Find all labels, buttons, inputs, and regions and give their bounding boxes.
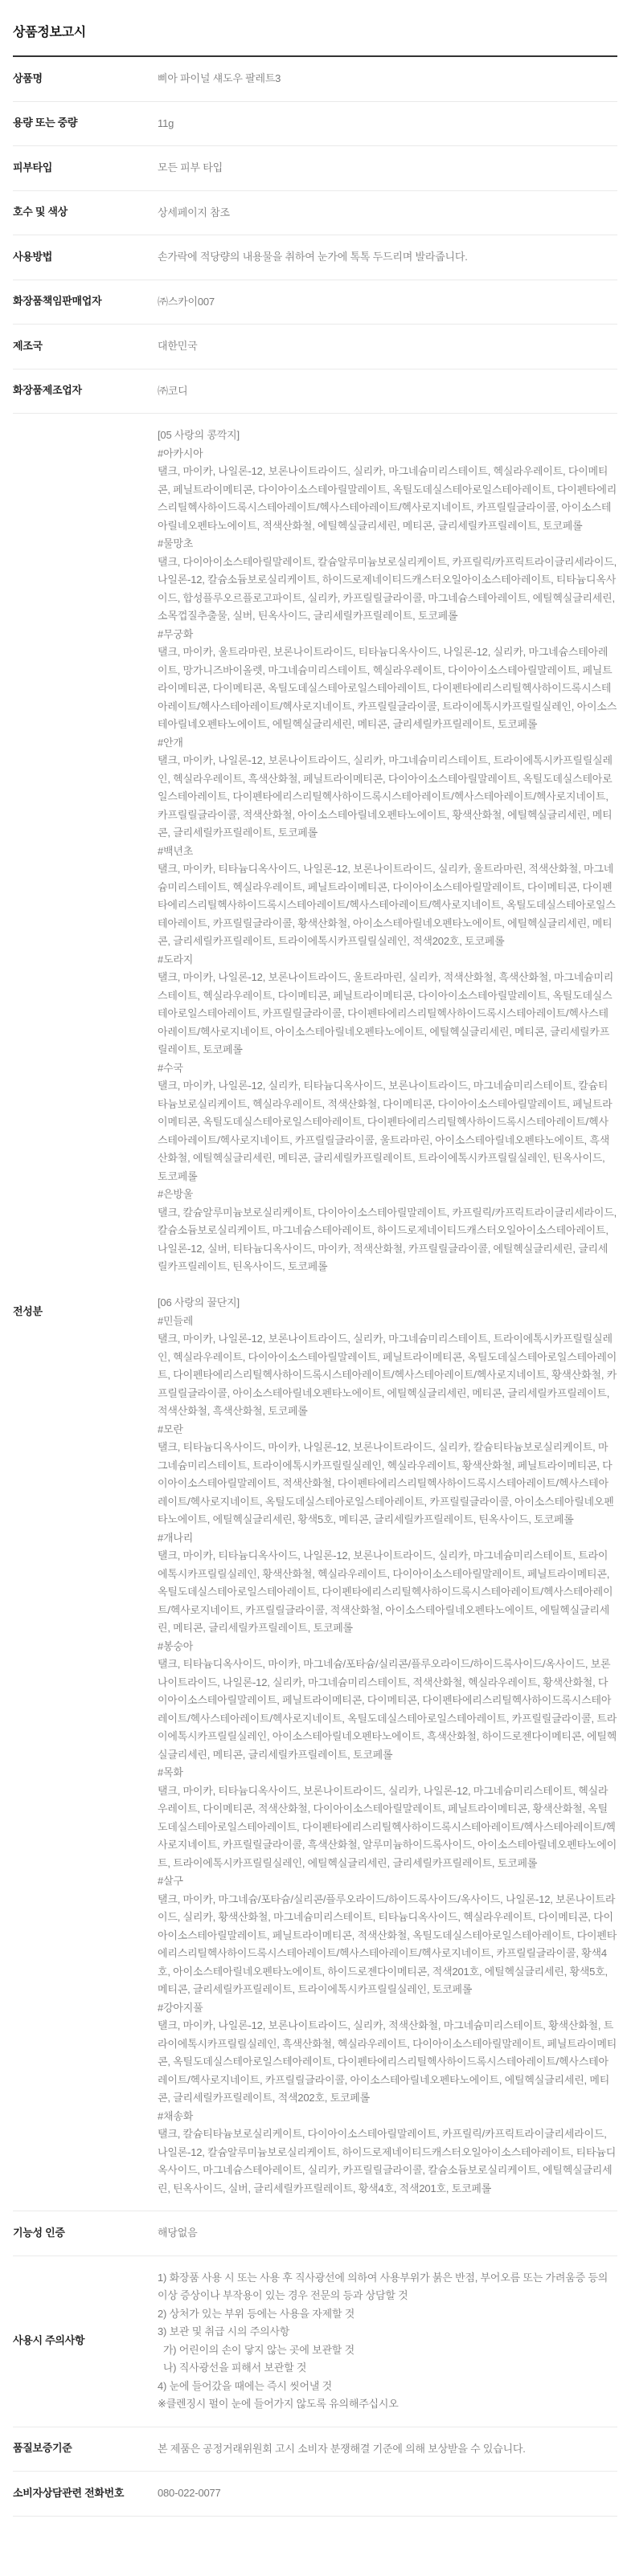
value-line: 탤크, 티타늄디옥사이드, 마이카, 마그네슘/포타슘/실리콘/플루오라이드/하이드록사이드/옥사이드, 보론나이트라이드, 나일론-12, 실리카, 마그네슘미리스테이트, 적색산화철, 헥실라우레이트, 황색산화철, 다이아이소스테아릴말레이트, 페닐트라이메티콘, 다이메티콘, 다이펜타에리스리틸헥사하이드록시스테아레이트/헥사스테아레이트/헥사로지네이트, 옥틸도데실스테아로일스테아레이트, 카프릴릴글라이콜, 트라이에톡시카프릴릴실레인, 아이소스테아릴네오펜타노에이트, 흑색산화철, 하이드로젠다이메티콘, 에틸헥실글리세린, 메티콘, 글리세릴카프릴레이트, 토코페롤 — [158, 1658, 617, 1761]
table-row — [13, 369, 617, 414]
table-row — [13, 280, 617, 325]
table-row — [13, 57, 617, 102]
value-line: 탤크, 마이카, 티타늄디옥사이드, 나일론-12, 보론나이트라이드, 실리카, 마그네슘미리스테이트, 트라이에톡시카프릴릴실레인, 황색산화철, 헥실라우레이트, 다이아이소스테아릴말레이트, 페닐트라이메티콘, 옥틸도데실스테아로일스테아레이트, 다이펜타에리스리틸헥사하이드록시스테아레이트/헥사스테아레이트/헥사로지네이트, 카프릴릴글라이콜, 적색산화철, 아이소스테아릴네오펜타노에이트, 에틸헥실글리세린, 메티콘, 글리세릴카프릴레이트, 토코페롤 — [158, 1549, 613, 1634]
row-label: 전성분 — [13, 1305, 43, 1318]
value-line: 탤크, 마이카, 울트라마린, 보론나이트라이드, 티타늄디옥사이드, 나일론-12, 실리카, 마그네슘스테아레이트, 망가니즈바이올렛, 마그네슘미리스테이트, 헥실라우레이트, 다이아이소스테아릴말레이트, 페닐트라이메티콘, 다이메티콘, 옥틸도데실스테아로일스테아레이트, 다이펜타에리스리틸헥사하이드록시스테아레이트/헥사스테아레이트/헥사로지네이트, 카프릴릴글라이콜, 트라이에톡시카프릴릴실레인, 아이소스테아릴네오펜타노에이트, 에틸헥실글리세린, 메티콘, 글리세릴카프릴레이트, 토코페롤 — [158, 646, 617, 730]
value-line: #살구 — [158, 1875, 183, 1887]
value-line: 탤크, 마이카, 나일론-12, 보론나이트라이드, 실리카, 마그네슘미리스테이트, 트라이에톡시카프릴릴실레인, 헥실라우레이트, 흑색산화철, 페닐트라이메티콘, 다이아이소스테아릴말레이트, 옥틸도데실스테아로일스테아레이트, 다이펜타에리스리틸헥사하이드록시스테아레이트/헥사스테아레이트/헥사로지네이트, 카프릴릴글라이콜, 적색산화철, 아이소스테아릴네오펜타노에이트, 황색산화철, 에틸헥실글리세린, 메티콘, 글리세릴카프릴레이트, 토코페롤 — [158, 754, 613, 839]
value-line: 탤크, 마이카, 마그네슘/포타슘/실리콘/플루오라이드/하이드록사이드/옥사이드, 나일론-12, 보론나이트라이드, 실리카, 황색산화철, 마그네슘미리스테이트, 티타늄디옥사이드, 헥실라우레이트, 다이메티콘, 다이아이소스테아릴말레이트, 페닐트라이메티콘, 적색산화철, 옥틸도데실스테아로일스테아레이트, 다이펜타에리스리틸헥사하이드록시스테아레이트/헥사스테아레이트/헥사로지네이트, 카프릴릴글라이콜, 황색4호, 아이소스테아릴네오펜타노에이트, 하이드로젠다이메티콘, 적색201호, 에틸헥실글리세린, 황색5호, 메티콘, 글리세릴카프릴레이트, 트라이에톡시카프릴릴실레인, 토코페롤 — [158, 1892, 617, 1995]
value-line: 탤크, 칼슘알루미늄보로실리케이트, 다이아이소스테아릴말레이트, 카프릴릭/카프릭트라이글리세라이드, 칼슘소듐보로실리케이트, 마그네슘스테아레이트, 하이드로제네이티드캐스터오일아이소스테아레이트, 나일론-12, 실버, 티타늄디옥사이드, 마이카, 적색산화철, 카프릴릴글라이콜, 에틸헥실글리세린, 글리세릴카프릴레이트, 틴옥사이드, 토코페롤 — [158, 1206, 620, 1272]
value-line: 가) 어린이의 손이 닿지 않는 곳에 보관할 것 — [158, 2343, 354, 2356]
value-line: 나) 직사광선을 피해서 보관할 것 — [158, 2362, 307, 2374]
row-label: 소비자상담관련 전화번호 — [13, 2486, 125, 2499]
value-line: 탤크, 마이카, 나일론-12, 실리카, 티타늄디옥사이드, 보론나이트라이드, 마그네슘미리스테이트, 칼슘티타늄보로실리케이트, 헥실라우레이트, 적색산화철, 다이메티콘, 다이아이소스테아릴말레이트, 페닐트라이메티콘, 옥틸도데실스테아로일스테아레이트, 다이펜타에리스리틸헥사하이드록시스테아레이트/헥사스테아레이트/헥사로지네이트, 카프릴릴글라이콜, 울트라마린, 아이소스테아릴네오펜타노에이트, 흑색산화철, 에틸헥실글리세린, 메티콘, 글리세릴카프릴레이트, 트라이에톡시카프릴릴실레인, 틴옥사이드, 토코페롤 — [158, 1080, 613, 1182]
row-label: 품질보증기준 — [13, 2442, 72, 2455]
row-value: 삐아 파이널 섀도우 팔레트3 — [158, 72, 281, 84]
value-line: #강아지풀 — [158, 2001, 203, 2014]
table-row — [13, 414, 620, 2211]
row-value — [158, 427, 620, 2198]
row-value: 대한민국 — [158, 340, 198, 352]
row-value: 손가락에 적당량의 내용물을 취하여 눈가에 톡톡 두드리며 발라줍니다. — [158, 251, 468, 263]
row-value: 상세페이지 참조 — [158, 206, 230, 218]
value-line: 4) 눈에 들어갔을 때에는 즉시 씻어낼 것 — [158, 2379, 333, 2392]
value-line: 탤크, 마이카, 나일론-12, 보론나이트라이드, 울트라마린, 실리카, 적색산화철, 흑색산화철, 마그네슘미리스테이트, 헥실라우레이트, 다이메티콘, 페닐트라이메티콘, 다이아이소스테아릴말레이트, 옥틸도데실스테아로일스테아레이트, 카프릴릴글라이콜, 다이펜타에리스리틸헥사하이드록시스테아레이트/헥사스테아레이트/헥사로지네이트, 아이소스테아릴네오펜타노에이트, 에틸헥실글리세린, 메티콘, 글리세릴카프릴레이트, 토코페롤 — [158, 971, 614, 1055]
value-line: #목화 — [158, 1766, 183, 1778]
table-row — [13, 2211, 617, 2256]
value-line: #채송화 — [158, 2109, 194, 2122]
table-row — [13, 2256, 617, 2427]
info-table — [13, 55, 620, 2517]
table-row — [13, 2427, 617, 2472]
page-title: 상품정보고시 — [13, 26, 86, 39]
value-line: #은방울 — [158, 1188, 194, 1200]
row-label: 상품명 — [13, 71, 43, 84]
value-line: [06 사랑의 꿀단지] — [158, 1296, 240, 1308]
table-row — [13, 325, 617, 369]
value-line: #수국 — [158, 1061, 183, 1074]
value-line: 탤크, 티타늄디옥사이드, 마이카, 나일론-12, 보론나이트라이드, 실리카, 칼슘티타늄보로실리케이트, 마그네슘미리스테이트, 트라이에톡시카프릴릴실레인, 헥실라우레이트, 황색산화철, 페닐트라이메티콘, 다이아이소스테아릴말레이트, 적색산화철, 다이펜타에리스리틸헥사하이드록시스테아레이트/헥사스테아레이트/헥사로지네이트, 옥틸도데실스테아로일스테아레이트, 카프릴릴글라이콜, 아이소스테아릴네오펜타노에이트, 에틸헥실글리세린, 황색5호, 메티콘, 글리세릴카프릴레이트, 틴옥사이드, 토코페롤 — [158, 1441, 614, 1525]
row-label: 호수 및 색상 — [13, 206, 68, 218]
row-value: 본 제품은 공정거래위원회 고시 소비자 분쟁해결 기준에 의해 보상받을 수 있습니다. — [158, 2442, 526, 2455]
row-label: 피부타입 — [13, 161, 53, 174]
row-label: 기능성 인증 — [13, 2226, 65, 2239]
value-line: 탤크, 마이카, 나일론-12, 보론나이트라이드, 실리카, 마그네슘미리스테이트, 헥실라우레이트, 다이메티콘, 페닐트라이메티콘, 다이아이소스테아릴말레이트, 옥틸도데실스테아로일스테아레이트, 다이펜타에리스리틸헥사하이드록시스테아레이트/헥사스테아레이트/헥사로지네이트, 카프릴릴글라이콜, 아이소스테아릴네오펜타노에이트, 적색산화철, 에틸헥실글리세린, 메티콘, 글리세릴카프릴레이트, 토코페롤 — [158, 465, 617, 532]
table-row — [13, 2472, 617, 2517]
row-label: 용량 또는 중량 — [13, 116, 78, 129]
value-line — [158, 1276, 617, 1295]
row-value: 11g — [158, 116, 174, 129]
value-line: #봉숭아 — [158, 1639, 194, 1652]
value-line: #백년초 — [158, 844, 194, 857]
row-label: 사용시 주의사항 — [13, 2334, 85, 2347]
row-value: ㈜코디 — [158, 384, 188, 397]
value-line: [05 사랑의 콩깍지] — [158, 429, 240, 441]
row-label: 화장품책임판매업자 — [13, 295, 102, 308]
table-row — [13, 235, 617, 280]
row-value — [158, 2269, 617, 2414]
row-value: 모든 피부 타입 — [158, 161, 223, 174]
value-line: #모란 — [158, 1423, 183, 1435]
table-row — [13, 102, 617, 147]
value-line: 탤크, 칼슘티타늄보로실리케이트, 다이아이소스테아릴말레이트, 카프릴릭/카프릭트라이글리세라이드, 나일론-12, 칼슘알루미늄보로실리케이트, 하이드로제네이티드캐스터오일아이소스테아레이트, 티타늄디옥사이드, 마그네슘스테아레이트, 실리카, 카프릴릴글라이콜, 칼슘소듐보로실리케이트, 에틸헥실글리세린, 틴옥사이드, 실버, 글리세릴카프릴레이트, 황색4호, 적색201호, 토코페롤 — [158, 2128, 617, 2194]
value-line: 1) 화장품 사용 시 또는 사용 후 직사광선에 의하여 사용부위가 붉은 반점, 부어오름 또는 가려움증 등의 이상 증상이나 부작용이 있는 경우 전문의 등과 상담할 것 — [158, 2271, 611, 2301]
value-line: 탤크, 마이카, 티타늄디옥사이드, 나일론-12, 보론나이트라이드, 실리카, 울트라마린, 적색산화철, 마그네슘미리스테이트, 헥실라우레이트, 페닐트라이메티콘, 다이아이소스테아릴말레이트, 다이메티콘, 다이펜타에리스리틸헥사하이드록시스테아레이트/헥사스테아레이트/헥사로지네이트, 옥틸도데실스테아로일스테아레이트, 카프릴릴글라이콜, 황색산화철, 아이소스테아릴네오펜타노에이트, 에틸헥실글리세린, 메티콘, 글리세릴카프릴레이트, 트라이에톡시카프릴릴실레인, 적색202호, 토코페롤 — [158, 863, 616, 947]
row-value: 해당없음 — [158, 2227, 198, 2239]
table-row — [13, 191, 617, 236]
value-line: #물망초 — [158, 537, 194, 549]
row-label: 화장품제조업자 — [13, 384, 82, 397]
value-line: #민들레 — [158, 1314, 194, 1327]
value-line: #무궁화 — [158, 627, 194, 640]
value-line: #아카시아 — [158, 447, 203, 459]
value-line: 탤크, 마이카, 나일론-12, 보론나이트라이드, 실리카, 마그네슘미리스테이트, 트라이에톡시카프릴릴실레인, 헥실라우레이트, 다이아이소스테아릴말레이트, 페닐트라이메티콘, 옥틸도데실스테아로일스테아레이트, 다이펜타에리스리틸헥사하이드록시스테아레이트/헥사스테아레이트/헥사로지네이트, 황색산화철, 카프릴릴글라이콜, 아이소스테아릴네오펜타노에이트, 에틸헥실글리세린, 메티콘, 글리세릴카프릴레이트, 적색산화철, 흑색산화철, 토코페롤 — [158, 1333, 617, 1417]
value-line: 탤크, 다이아이소스테아릴말레이트, 칼슘알루미늄보로실리케이트, 카프릴릭/카프릭트라이글리세라이드, 나일론-12, 칼슘소듐보로실리케이트, 하이드로제네이티드캐스터오일아이소스테아레이트, 티타늄디옥사이드, 합성플루오르플로고파이트, 실리카, 카프릴릴글라이콜, 마그네슘스테아레이트, 에틸헥실글리세린, 소목껍질추출물, 실버, 틴옥사이드, 글리세릴카프릴레이트, 토코페롤 — [158, 555, 620, 622]
row-value: ㈜스카이007 — [158, 295, 215, 308]
value-line: #도라지 — [158, 953, 194, 965]
value-line: ※클렌징시 펄이 눈에 들어가지 않도록 유의해주십시오 — [158, 2398, 399, 2410]
table-row — [13, 146, 617, 191]
value-line: 탤크, 마이카, 티타늄디옥사이드, 보론나이트라이드, 실리카, 나일론-12, 마그네슘미리스테이트, 헥실라우레이트, 다이메티콘, 적색산화철, 다이아이소스테아릴말레이트, 페닐트라이메티콘, 황색산화철, 옥틸도데실스테아로일스테아레이트, 다이펜타에리스리틸헥사하이드록시스테아레이트/헥사스테아레이트/헥사로지네이트, 카프릴릴글라이콜, 흑색산화철, 알루미늄하이드록사이드, 아이소스테아릴네오펜타노에이트, 트라이에톡시카프릴릴실레인, 에틸헥실글리세린, 글리세릴카프릴레이트, 토코페롤 — [158, 1784, 617, 1869]
value-line: 3) 보관 및 취급 시의 주의사항 — [158, 2325, 290, 2337]
value-line: #개나리 — [158, 1531, 194, 1544]
row-label: 사용방법 — [13, 250, 53, 263]
row-label: 제조국 — [13, 339, 43, 352]
value-line: #안개 — [158, 736, 183, 749]
row-value: 080-022-0077 — [158, 2487, 221, 2499]
value-line: 2) 상처가 있는 부위 등에는 사용을 자제할 것 — [158, 2307, 355, 2320]
value-line: 탤크, 마이카, 나일론-12, 보론나이트라이드, 실리카, 적색산화철, 마그네슘미리스테이트, 황색산화철, 트라이에톡시카프릴릴실레인, 흑색산화철, 헥실라우레이트, 다이아이소스테아릴말레이트, 페닐트라이메티콘, 옥틸도데실스테아로일스테아레이트, 다이펜타에리스리틸헥사하이드록시스테아레이트/헥사스테아레이트/헥사로지네이트, 카프릴릴글라이콜, 아이소스테아릴네오펜타노에이트, 에틸헥실글리세린, 메티콘, 글리세릴카프릴레이트, 적색202호, 토코페롤 — [158, 2019, 617, 2104]
